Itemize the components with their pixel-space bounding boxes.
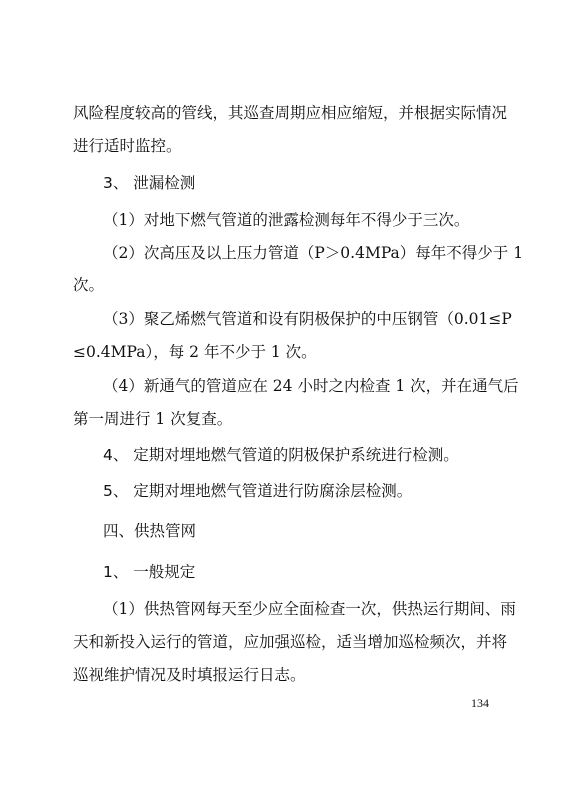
- section-heading-leak-detection: 3、 泄漏检测: [103, 174, 196, 192]
- text-line: 进行适时监控。: [73, 137, 182, 155]
- text-line: （1）对地下燃气管道的泄露检测每年不得少于三次。: [103, 211, 470, 229]
- text-line: ≤0.4MPa），每 2 年不少于 1 次。: [73, 343, 317, 361]
- page-number: 134: [471, 696, 489, 710]
- chapter-heading-heating-network: 四、供热管网: [103, 522, 197, 540]
- text-line: （4）新通气的管道应在 24 小时之内检查 1 次，并在通气后: [103, 377, 519, 395]
- text-line: 巡视维护情况及时填报运行日志。: [73, 666, 306, 684]
- text-line: 天和新投入运行的管道，应加强巡检，适当增加巡检频次，并将: [73, 633, 508, 651]
- text-line: （2）次高压及以上压力管道（P＞0.4MPa）每年不得少于 1: [103, 244, 524, 262]
- section-heading-coating-inspection: 5、 定期对埋地燃气管道进行防腐涂层检测。: [103, 482, 413, 500]
- text-line: 第一周进行 1 次复查。: [73, 410, 233, 428]
- text-line: 风险程度较高的管线，其巡查周期应相应缩短，并根据实际情况: [73, 104, 508, 122]
- text-line: （1）供热管网每天至少应全面检查一次，供热运行期间、雨: [103, 600, 516, 618]
- section-heading-general-rules: 1、 一般规定: [103, 563, 196, 581]
- text-line: （3）聚乙烯燃气管道和设有阴极保护的中压钢管（0.01≤P: [103, 310, 512, 328]
- section-heading-cathodic-protection: 4、 定期对埋地燃气管道的阴极保护系统进行检测。: [103, 446, 459, 464]
- text-line: 次。: [73, 276, 105, 294]
